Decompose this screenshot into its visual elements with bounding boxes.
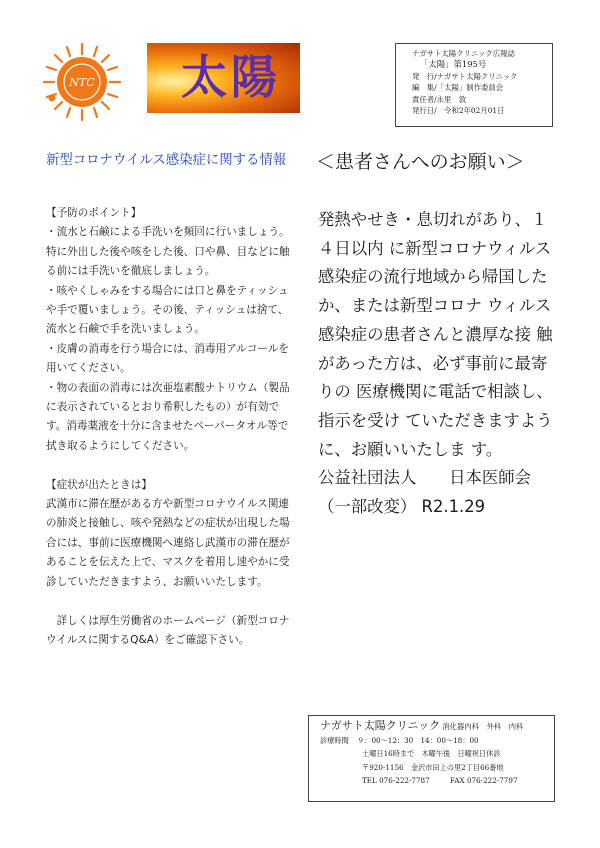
prevention-point: ・流水と石鹸による手洗いを頻回に行いましょう。特に外出した後や咳をした後、口や鼻、目などに触る前には手洗いを徹底しましょう。 bbox=[46, 226, 290, 278]
prevention-heading: 【予防のポイント】 bbox=[46, 207, 142, 219]
clinic-name: ナガサト太陽クリニック bbox=[320, 719, 441, 732]
symptoms-heading: 【症状が出たときは】 bbox=[46, 478, 152, 491]
revision-note: （一部改変） R2.1.29 bbox=[318, 497, 486, 517]
source-signature: 公益社団法人 日本医師会 bbox=[318, 468, 532, 488]
prevention-point: ・物の表面の消毒には次亜塩素酸ナトリウム（製品に表示されているとおり希釈したもの）が有効です。消毒薬液を十分に含ませたペーパータオル等で拭き取るようにしてください。 bbox=[46, 381, 290, 452]
masthead-editor: 編 集/「太陽」制作委員会 bbox=[412, 83, 504, 93]
more-info-text: 詳しくは厚生労働省のホームページ（新型コロナウイルスに関するQ&A）をご確認下さい。 bbox=[46, 614, 290, 646]
right-article-title: ＜患者さんへのお願い＞ bbox=[316, 151, 525, 173]
left-article-title: 新型コロナウイルス感染症に関する情報 bbox=[46, 153, 287, 168]
symptoms-body: 武漢市に滞在歴がある方や新型コロナウイルス関連の肺炎と接触し、咳や発熱などの症状が出現した場合には、事前に医療機関へ連絡し武漢市の滞在歴があることを伝えた上で、マスクを着用し速やかに受診していただきますよう、お願いいたします。 bbox=[46, 498, 290, 588]
prevention-point: ・咳やくしゃみをする場合には口と鼻をティッシュや手で覆いましょう。その後、ティッシュは捨て、流水と石鹸で手を洗いましょう。 bbox=[46, 284, 289, 336]
left-article-body bbox=[46, 204, 291, 650]
clinic-hours-note: 土曜日16時まで 木曜午後 日曜祝日休診 bbox=[362, 749, 501, 759]
masthead-responsible: 責任者/永里 敦 bbox=[412, 94, 467, 104]
sun-logo-icon bbox=[40, 40, 124, 124]
banner-title: 太陽 bbox=[181, 50, 281, 104]
clinic-hours: ９：00～12：30 14：00～18：00 bbox=[357, 735, 479, 745]
clinic-departments: 消化器内科 外科 内科 bbox=[442, 722, 524, 731]
hours-label: 診療時間 bbox=[320, 735, 349, 745]
masthead-issue: 「太陽」第195号 bbox=[420, 59, 487, 70]
clinic-address: 〒920-1156 金沢市田上の里2丁目66番地 bbox=[362, 762, 504, 772]
clinic-info-box bbox=[308, 715, 555, 802]
logo-text: NTC bbox=[69, 76, 95, 89]
masthead-date: 発行日/ 令和2年02月01日 bbox=[412, 106, 505, 116]
clinic-fax: FAX 076-222-7797 bbox=[449, 776, 518, 786]
clinic-tel: TEL 076-222-7787 bbox=[362, 776, 430, 786]
masthead-publisher: ナガサト太陽クリニック広報誌 bbox=[412, 49, 515, 58]
prevention-point: ・皮膚の消毒を行う場合には、消毒用アルコールを用いてください。 bbox=[46, 342, 290, 375]
right-article-body bbox=[318, 206, 558, 522]
masthead-issuer: 発 行/ナガサト太陽クリニック bbox=[412, 71, 518, 81]
request-text: 発熱やせき・息切れがあり、１４日以内 に新型コロナウィルス感染症の流行地域から帰国したか、または新型コロナ ウィルス感染症の患者さんと濃厚な接 触があった方は、必ず事前に最寄りの 医療機関に電話で相談し、指示を受け ていただきますように、お願いいたしま す。 bbox=[318, 210, 553, 459]
clinic-logo bbox=[40, 40, 124, 124]
newsletter-banner bbox=[147, 43, 300, 113]
masthead-box bbox=[395, 43, 553, 127]
